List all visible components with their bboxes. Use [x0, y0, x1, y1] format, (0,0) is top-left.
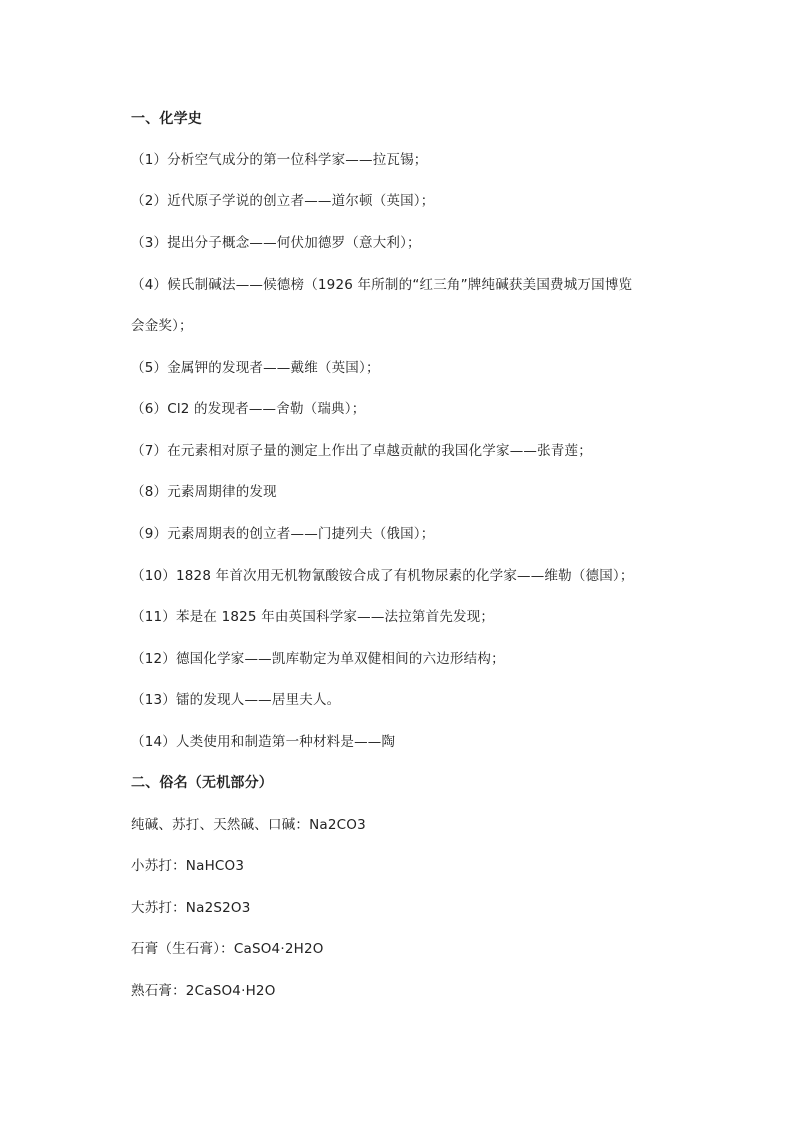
section-heading-common-names: 二、俗名（无机部分）: [131, 775, 273, 791]
common-name-item-5: 熟石膏：2CaSO4·H2O: [131, 983, 276, 999]
history-item-7: （7）在元素相对原子量的测定上作出了卓越贡献的我国化学家——张青莲；: [131, 443, 592, 459]
history-item-2: （2）近代原子学说的创立者——道尔顿（英国）；: [131, 193, 435, 209]
history-item-8: （8）元素周期律的发现: [131, 484, 277, 500]
history-item-1: （1）分析空气成分的第一位科学家——拉瓦锡；: [131, 152, 428, 168]
history-item-10: （10）1828 年首次用无机物氰酸铵合成了有机物尿素的化学家——维勒（德国）；: [131, 568, 634, 584]
history-item-4: （4）候氏制碱法——候德榜（1926 年所制的“红三角”牌纯碱获美国费城万国博览: [131, 277, 633, 293]
history-item-3: （3）提出分子概念——何伏加德罗（意大利）；: [131, 235, 421, 251]
history-item-13: （13）镭的发现人——居里夫人。: [131, 692, 341, 708]
common-name-item-1: 纯碱、苏打、天然碱、口碱：Na2CO3: [131, 817, 366, 833]
common-name-item-2: 小苏打：NaHCO3: [131, 858, 245, 874]
history-item-6: （6）Cl2 的发现者——舍勒（瑞典）；: [131, 401, 366, 417]
history-item-12: （12）德国化学家——凯库勒定为单双健相间的六边形结构；: [131, 651, 505, 667]
history-item-14: （14）人类使用和制造第一种材料是——陶: [131, 734, 396, 750]
common-name-item-4: 石膏（生石膏）：CaSO4·2H2O: [131, 941, 324, 957]
history-item-5: （5）金属钾的发现者——戴维（英国）；: [131, 360, 380, 376]
history-item-9: （9）元素周期表的创立者——门捷列夫（俄国）；: [131, 526, 435, 542]
history-item-11: （11）苯是在 1825 年由英国科学家——法拉第首先发现；: [131, 609, 495, 625]
common-name-item-3: 大苏打：Na2S2O3: [131, 900, 251, 916]
history-item-4-continued: 会金奖）；: [131, 318, 193, 334]
section-heading-history: 一、化学史: [131, 111, 202, 127]
